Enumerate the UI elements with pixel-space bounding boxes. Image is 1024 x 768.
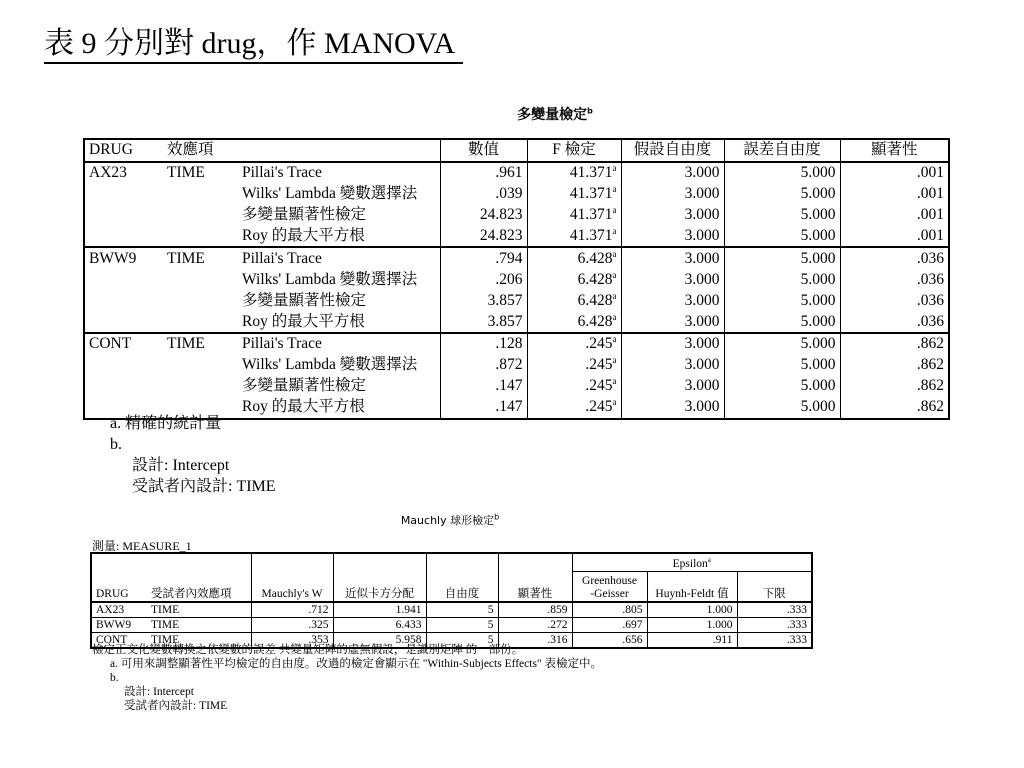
hypothesis-df-cell: 3.000 bbox=[621, 333, 724, 355]
m-lb-cell: .333 bbox=[737, 618, 812, 633]
value-cell: .039 bbox=[440, 184, 527, 205]
hypothesis-df-cell: 3.000 bbox=[621, 290, 724, 311]
f-cell bbox=[527, 290, 621, 311]
manova-row bbox=[84, 333, 949, 355]
value-cell: .206 bbox=[440, 269, 527, 290]
f-value: 41.371 bbox=[569, 206, 613, 224]
value-cell: .147 bbox=[440, 376, 527, 397]
manova-footnotes bbox=[110, 413, 276, 497]
hypothesis-df-cell: 3.000 bbox=[621, 397, 724, 419]
mauchly-table bbox=[90, 552, 813, 649]
f-value: .245 bbox=[585, 377, 613, 395]
error-df-cell: 5.000 bbox=[724, 205, 840, 226]
m-lb-cell: .333 bbox=[737, 633, 812, 649]
hypothesis-df-cell: 3.000 bbox=[621, 226, 724, 248]
header-test bbox=[238, 139, 440, 162]
mauchly-footnote-main: 檢定正交化變數轉換之依變數的誤差 共變量矩陣的虛無假設，是識別矩陣 的一部份。 bbox=[92, 644, 524, 656]
manova-row bbox=[84, 226, 949, 248]
m-effect-cell: TIME bbox=[147, 633, 251, 649]
manova-row bbox=[84, 376, 949, 397]
mauchly-caption-sup: b bbox=[494, 512, 500, 522]
m-drug-cell: AX23 bbox=[91, 602, 147, 618]
test-name-cell: 多變量顯著性檢定 bbox=[242, 291, 367, 309]
drug-cell bbox=[84, 205, 163, 226]
f-value: 6.428 bbox=[577, 270, 613, 288]
drug-cell bbox=[84, 355, 163, 376]
header-effect: 效應項 bbox=[163, 139, 238, 162]
value-cell: 24.823 bbox=[440, 205, 527, 226]
test-name-cell: Pillai's Trace bbox=[238, 247, 440, 269]
f-value: 6.428 bbox=[577, 291, 613, 309]
m-lb-cell: .333 bbox=[737, 602, 812, 618]
test-name-cell: Wilks' Lambda 變數選擇法 bbox=[242, 270, 418, 288]
hypothesis-df-cell: 3.000 bbox=[621, 247, 724, 269]
effect-cell bbox=[163, 376, 238, 397]
f-cell bbox=[527, 311, 621, 333]
m-gg-cell: .697 bbox=[572, 618, 647, 633]
header-error-df: 誤差自由度 bbox=[724, 139, 840, 162]
manova-row bbox=[84, 290, 949, 311]
test-name-cell: 多變量顯著性檢定 bbox=[242, 206, 367, 224]
mauchly-header-row-2 bbox=[91, 571, 812, 602]
epsilon-header-text: Epsilon bbox=[672, 557, 708, 570]
hypothesis-df-cell: 3.000 bbox=[621, 184, 724, 205]
value-cell: .128 bbox=[440, 333, 527, 355]
drug-cell bbox=[84, 290, 163, 311]
m-effect-cell: TIME bbox=[147, 618, 251, 633]
header-value: 數值 bbox=[440, 139, 527, 162]
value-cell: .147 bbox=[440, 397, 527, 419]
m-w-cell: .325 bbox=[251, 618, 333, 633]
effect-cell bbox=[163, 355, 238, 376]
hypothesis-df-cell: 3.000 bbox=[621, 162, 724, 184]
test-name-cell: Wilks' Lambda 變數選擇法 bbox=[242, 185, 418, 203]
f-value: 41.371 bbox=[569, 185, 613, 203]
m-header-df: 自由度 bbox=[426, 571, 498, 602]
error-df-cell: 5.000 bbox=[724, 376, 840, 397]
error-df-cell: 5.000 bbox=[724, 184, 840, 205]
f-footnote-mark: a bbox=[612, 311, 617, 322]
significance-cell: .862 bbox=[840, 333, 949, 355]
drug-cell bbox=[84, 376, 163, 397]
m-header-drug: DRUG bbox=[91, 571, 147, 602]
significance-cell: .001 bbox=[840, 184, 949, 205]
m-header-gg bbox=[572, 571, 647, 602]
m-header-gg-line1: Greenhouse bbox=[582, 575, 637, 588]
f-value: 6.428 bbox=[577, 249, 613, 267]
m-header-lb: 下限 bbox=[737, 571, 812, 602]
error-df-cell: 5.000 bbox=[724, 290, 840, 311]
hypothesis-df-cell: 3.000 bbox=[621, 269, 724, 290]
error-df-cell: 5.000 bbox=[724, 333, 840, 355]
m-df-cell: 5 bbox=[426, 633, 498, 649]
manova-footnote-design: 設計: Intercept bbox=[132, 457, 230, 474]
drug-cell bbox=[84, 226, 163, 248]
f-cell bbox=[527, 162, 621, 184]
drug-cell bbox=[84, 184, 163, 205]
m-w-cell: .712 bbox=[251, 602, 333, 618]
m-gg-cell: .805 bbox=[572, 602, 647, 618]
manova-caption-text: 多變量檢定 bbox=[517, 107, 588, 123]
significance-cell: .862 bbox=[840, 376, 949, 397]
m-gg-cell: .656 bbox=[572, 633, 647, 649]
drug-cell bbox=[84, 311, 163, 333]
test-name-cell: Wilks' Lambda 變數選擇法 bbox=[242, 356, 418, 374]
manova-footnote-within-design: 受試者內設計: TIME bbox=[132, 478, 276, 495]
f-cell bbox=[527, 269, 621, 290]
significance-cell: .036 bbox=[840, 269, 949, 290]
f-footnote-mark: a bbox=[612, 225, 617, 236]
m-chi-cell: 6.433 bbox=[333, 618, 426, 633]
effect-cell bbox=[163, 205, 238, 226]
effect-cell bbox=[163, 226, 238, 248]
f-footnote-mark: a bbox=[612, 269, 617, 280]
test-name-cell: Pillai's Trace bbox=[238, 333, 440, 355]
manova-footnote-b: b. bbox=[110, 436, 122, 453]
m-header-sig: 顯著性 bbox=[498, 571, 572, 602]
f-value: 6.428 bbox=[577, 312, 613, 330]
header-significance: 顯著性 bbox=[840, 139, 949, 162]
mauchly-row bbox=[91, 618, 812, 633]
significance-cell: .001 bbox=[840, 226, 949, 248]
f-footnote-mark: a bbox=[612, 355, 617, 366]
f-cell bbox=[527, 184, 621, 205]
m-df-cell: 5 bbox=[426, 618, 498, 633]
f-footnote-mark: a bbox=[612, 290, 617, 301]
drug-cell: BWW9 bbox=[84, 247, 163, 269]
m-header-hf: Huynh-Feldt 值 bbox=[647, 571, 737, 602]
error-df-cell: 5.000 bbox=[724, 355, 840, 376]
mauchly-caption-text: Mauchly 球形檢定 bbox=[400, 514, 495, 527]
effect-cell: TIME bbox=[163, 247, 238, 269]
drug-cell: CONT bbox=[84, 333, 163, 355]
manova-row bbox=[84, 355, 949, 376]
test-name-cell: Roy 的最大平方根 bbox=[242, 227, 365, 244]
f-footnote-mark: a bbox=[612, 334, 617, 345]
hypothesis-df-cell: 3.000 bbox=[621, 376, 724, 397]
m-header-gg-line2: -Geisser bbox=[590, 588, 629, 601]
f-value: .245 bbox=[585, 356, 613, 374]
error-df-cell: 5.000 bbox=[724, 397, 840, 419]
f-cell bbox=[527, 376, 621, 397]
mauchly-footnotes bbox=[92, 643, 602, 713]
value-cell: 3.857 bbox=[440, 311, 527, 333]
m-hf-cell: 1.000 bbox=[647, 618, 737, 633]
mauchly-footnote-b: b. bbox=[110, 672, 119, 684]
manova-row bbox=[84, 184, 949, 205]
manova-row bbox=[84, 269, 949, 290]
test-name-cell: Roy 的最大平方根 bbox=[242, 398, 365, 416]
manova-row bbox=[84, 205, 949, 226]
manova-table-caption bbox=[440, 104, 670, 124]
error-df-cell: 5.000 bbox=[724, 226, 840, 248]
effect-cell bbox=[163, 290, 238, 311]
f-footnote-mark: a bbox=[612, 163, 617, 174]
f-footnote-mark: a bbox=[612, 248, 617, 259]
m-sig-cell: .859 bbox=[498, 602, 572, 618]
effect-cell bbox=[163, 311, 238, 333]
manova-caption-sup: b bbox=[587, 106, 593, 116]
mauchly-footnote-design: 設計: Intercept bbox=[124, 686, 194, 698]
manova-row bbox=[84, 311, 949, 333]
test-name-cell: Roy 的最大平方根 bbox=[242, 312, 365, 330]
mauchly-header-row-1 bbox=[91, 553, 812, 571]
f-cell bbox=[527, 247, 621, 269]
f-footnote-mark: a bbox=[612, 396, 617, 407]
drug-cell bbox=[84, 269, 163, 290]
drug-cell: AX23 bbox=[89, 164, 127, 182]
value-cell: .794 bbox=[440, 247, 527, 269]
m-chi-cell: 5.958 bbox=[333, 633, 426, 649]
effect-cell bbox=[163, 269, 238, 290]
header-drug: DRUG bbox=[84, 139, 163, 162]
significance-cell: .036 bbox=[840, 247, 949, 269]
header-hypothesis-df: 假設自由度 bbox=[621, 139, 724, 162]
f-cell bbox=[527, 205, 621, 226]
f-cell bbox=[527, 355, 621, 376]
manova-row bbox=[84, 162, 949, 184]
m-header-w: Mauchly's W bbox=[251, 571, 333, 602]
epsilon-header-sup: a bbox=[707, 556, 711, 564]
value-cell: .872 bbox=[440, 355, 527, 376]
m-w-cell: .353 bbox=[251, 633, 333, 649]
value-cell: 24.823 bbox=[440, 226, 527, 248]
f-value: 41.371 bbox=[569, 164, 613, 182]
manova-footnote-a: a. 精確的統計量 bbox=[110, 415, 222, 432]
effect-cell: TIME bbox=[167, 164, 205, 182]
m-effect-cell: TIME bbox=[147, 602, 251, 618]
significance-cell: .862 bbox=[840, 355, 949, 376]
error-df-cell: 5.000 bbox=[724, 311, 840, 333]
error-df-cell: 5.000 bbox=[724, 247, 840, 269]
header-f: F 檢定 bbox=[527, 139, 621, 162]
m-hf-cell: .911 bbox=[647, 633, 737, 649]
f-value: .245 bbox=[585, 335, 613, 353]
hypothesis-df-cell: 3.000 bbox=[621, 355, 724, 376]
m-sig-cell: .272 bbox=[498, 618, 572, 633]
f-footnote-mark: a bbox=[612, 376, 617, 387]
f-cell bbox=[527, 397, 621, 419]
significance-cell: .862 bbox=[840, 397, 949, 419]
error-df-cell: 5.000 bbox=[724, 162, 840, 184]
f-footnote-mark: a bbox=[612, 184, 617, 195]
m-drug-cell: CONT bbox=[91, 633, 147, 649]
test-name-cell: Pillai's Trace bbox=[242, 164, 322, 182]
f-footnote-mark: a bbox=[612, 204, 617, 215]
mauchly-table-caption bbox=[300, 512, 600, 528]
value-cell: 3.857 bbox=[440, 290, 527, 311]
m-chi-cell: 1.941 bbox=[333, 602, 426, 618]
error-df-cell: 5.000 bbox=[724, 269, 840, 290]
value-cell: .961 bbox=[440, 162, 527, 184]
f-cell bbox=[527, 226, 621, 248]
significance-cell: .001 bbox=[840, 205, 949, 226]
f-value: .245 bbox=[585, 398, 613, 416]
significance-cell: .036 bbox=[840, 311, 949, 333]
epsilon-header bbox=[572, 553, 812, 571]
mauchly-footnote-within-design: 受試者內設計: TIME bbox=[124, 700, 228, 712]
f-cell bbox=[527, 333, 621, 355]
m-header-chi: 近似卡方分配 bbox=[333, 571, 426, 602]
manova-table bbox=[83, 138, 950, 420]
mauchly-measure-label: 測量: MEASURE_1 bbox=[92, 539, 192, 553]
significance-cell: .001 bbox=[840, 162, 949, 184]
m-sig-cell: .316 bbox=[498, 633, 572, 649]
mauchly-row bbox=[91, 602, 812, 618]
manova-row bbox=[84, 247, 949, 269]
test-name-cell: 多變量顯著性檢定 bbox=[242, 377, 367, 395]
effect-cell: TIME bbox=[163, 333, 238, 355]
m-header-effect: 受試者內效應項 bbox=[147, 571, 251, 602]
f-value: 41.371 bbox=[569, 227, 613, 244]
m-hf-cell: 1.000 bbox=[647, 602, 737, 618]
mauchly-footnote-a: a. 可用來調整顯著性平均檢定的自由度。改過的檢定會顯示在 "Within-Subjects Effects" 表檢定中。 bbox=[110, 658, 602, 670]
m-drug-cell: BWW9 bbox=[91, 618, 147, 633]
manova-header-row bbox=[84, 139, 949, 162]
hypothesis-df-cell: 3.000 bbox=[621, 311, 724, 333]
significance-cell: .036 bbox=[840, 290, 949, 311]
slide-title: 表 9 分別對 drug，作 MANOVA bbox=[44, 26, 463, 64]
hypothesis-df-cell: 3.000 bbox=[621, 205, 724, 226]
m-df-cell: 5 bbox=[426, 602, 498, 618]
effect-cell bbox=[163, 184, 238, 205]
